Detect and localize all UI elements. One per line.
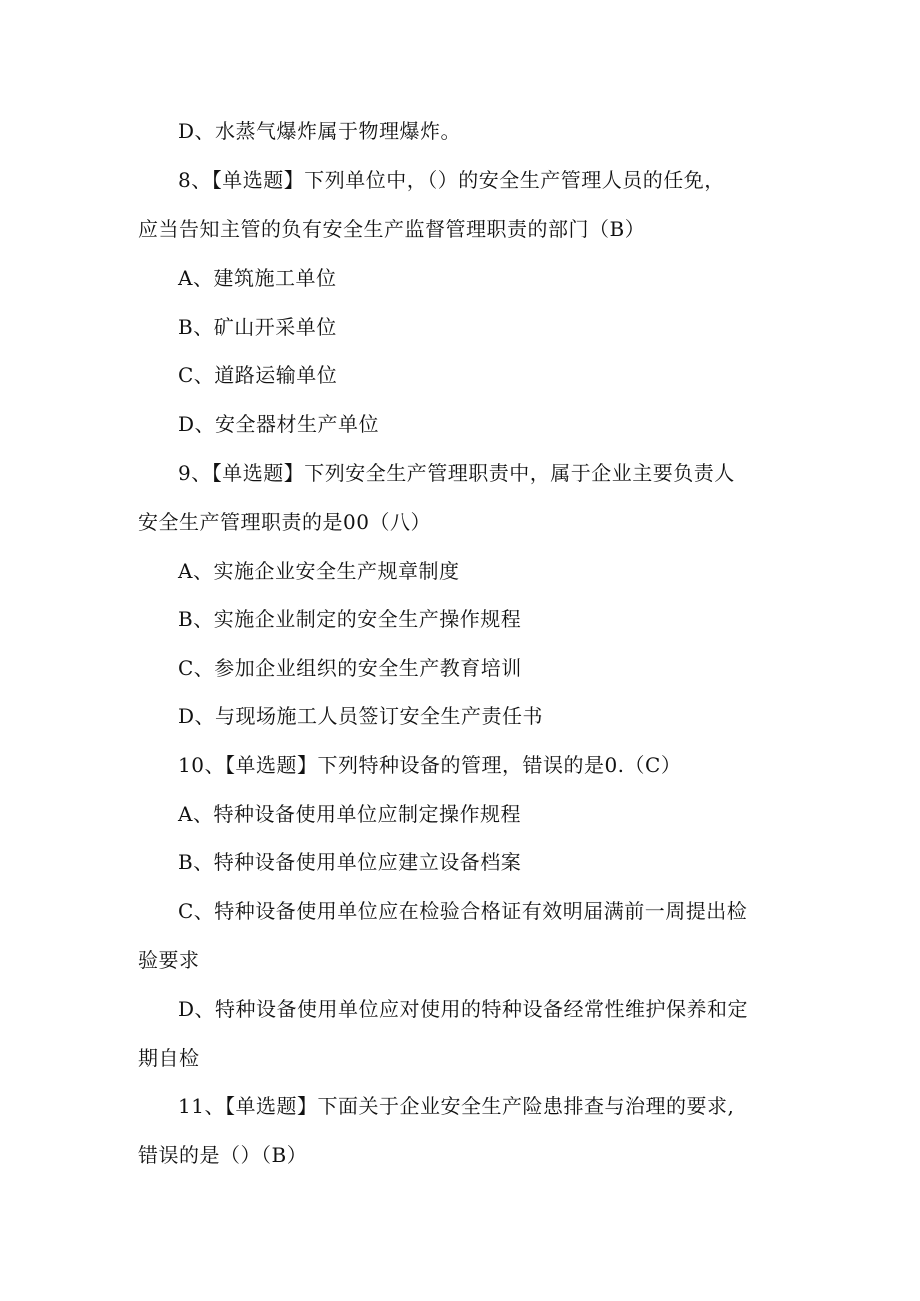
option-9d: D、与现场施工人员签订安全生产责任书 xyxy=(178,704,544,728)
option-10c-line-2: 验要求 xyxy=(138,948,200,972)
option-9b: B、实施企业制定的安全生产操作规程 xyxy=(178,607,522,631)
option-10b: B、特种设备使用单位应建立设备档案 xyxy=(178,850,522,874)
question-9-line-1: 9、【单选题】下列安全生产管理职责中，属于企业主要负责人 xyxy=(178,461,735,485)
question-10-line-1: 10、【单选题】下列特种设备的管理，错误的是0.（C） xyxy=(178,753,682,777)
option-9c: C、参加企业组织的安全生产教育培训 xyxy=(178,656,522,680)
option-7d: D、水蒸气爆炸属于物理爆炸。 xyxy=(178,119,462,143)
option-10d-line-2: 期自检 xyxy=(138,1046,200,1070)
question-8-line-1: 8、【单选题】下列单位中，（）的安全生产管理人员的任免， xyxy=(178,168,725,192)
option-9a: A、实施企业安全生产规章制度 xyxy=(178,559,460,583)
question-11-line-1: 11、【单选题】下面关于企业安全生产险患排查与治理的要求, xyxy=(178,1094,735,1118)
question-8-line-2: 应当告知主管的负有安全生产监督管理职责的部门（B） xyxy=(138,217,646,241)
option-10a: A、特种设备使用单位应制定操作规程 xyxy=(178,802,521,826)
question-9-line-2: 安全生产管理职责的是00（八） xyxy=(138,510,431,534)
option-8c: C、道路运输单位 xyxy=(178,363,338,387)
option-10c-line-1: C、特种设备使用单位应在检验合格证有效明届满前一周提出检 xyxy=(178,899,748,923)
question-11-line-2: 错误的是（）（B） xyxy=(138,1143,308,1167)
option-8a: A、建筑施工单位 xyxy=(178,266,337,290)
option-8d: D、安全器材生产单位 xyxy=(178,412,380,436)
option-8b: B、矿山开采单位 xyxy=(178,315,337,339)
option-10d-line-1: D、特种设备使用单位应对使用的特种设备经常性维护保养和定 xyxy=(178,997,749,1021)
